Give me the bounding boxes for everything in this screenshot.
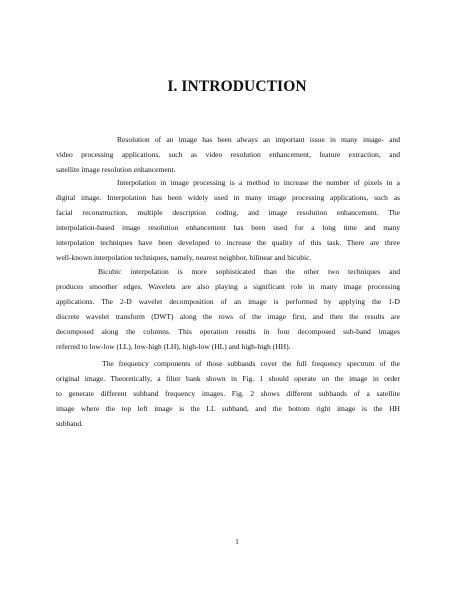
paragraph-2-line-6: well-known interpolation techniques, namely, nearest neighbor, bilinear and bicubic.: [56, 253, 312, 262]
paragraph-3-line-1: Bicubic interpolation is more sophisticated than the other two techniques and: [98, 267, 400, 276]
paragraph-3-line-2: produces smoother edges. Wavelets are also playing a significant role in many image processing: [56, 282, 400, 291]
section-title: I. INTRODUCTION: [167, 78, 307, 95]
paragraph-4-line-2: original image. Theoretically, a filter bank shown in Fig. 1 should operate on the image in order: [56, 374, 400, 383]
paragraph-2-line-3: facial reconstruction, multiple description coding, and image resolution enhancement. The: [56, 208, 400, 217]
paragraph-3-line-5: decomposed along the columns. This operation results in four decomposed sub-band images: [56, 327, 400, 336]
paragraph-4-line-1: The frequency components of those subbands cover the full frequency spectrum of the: [102, 359, 400, 368]
paragraph-2-line-5: interpolation techniques have been developed to increase the quality of this task. There are three: [56, 238, 400, 247]
paragraph-3-line-6: referred to low-low (LL), low-high (LH), high-low (HL) and high-high (HH).: [56, 342, 291, 351]
paragraph-2-line-4: interpolation-based image resolution enhancement has been used for a long time and many: [56, 223, 400, 232]
paragraph-4-line-5: subband.: [56, 419, 84, 428]
paragraph-2-line-2: digital image. Interpolation has been widely used in many image processing applications, such as: [56, 193, 400, 202]
paragraph-4-line-4: image where the top left image is the LL subband, and the bottom right image is the HH: [56, 404, 400, 413]
paragraph-1-line-3: satellite image resolution enhancement.: [56, 165, 176, 174]
paragraph-2-line-1: Interpolation in image processing is a method to increase the number of pixels in a: [117, 178, 400, 187]
page-number: 1: [235, 537, 239, 546]
paragraph-3-line-4: discrete wavelet transform (DWT) along the rows of the image first, and then the results are: [56, 312, 400, 321]
paragraph-3-line-3: applications. The 2-D wavelet decomposition of an image is performed by applying the 1-D: [56, 297, 400, 306]
paragraph-1-line-1: Resolution of an image has been always an important issue in many image- and: [117, 135, 400, 144]
paragraph-4-line-3: to generate different subband frequency images. Fig. 2 shows different subbands of a satellite: [56, 389, 400, 398]
paragraph-1-line-2: video processing applications, such as video resolution enhancement, feature extraction, and: [56, 150, 400, 159]
